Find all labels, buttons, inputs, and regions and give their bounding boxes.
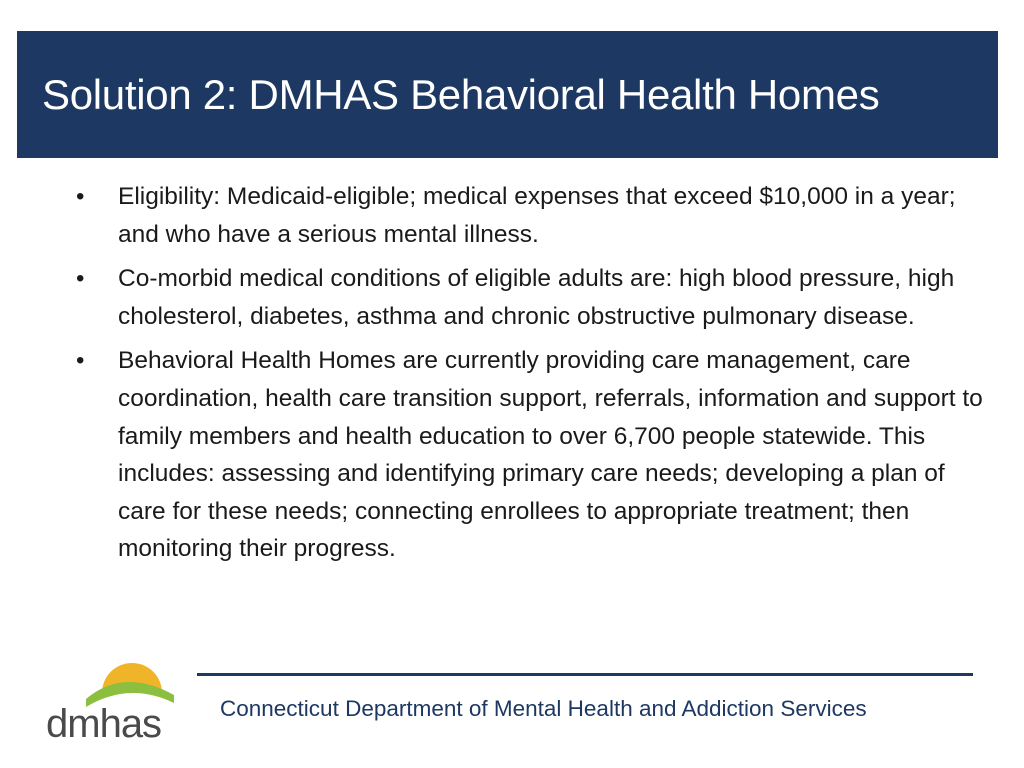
bullet-text: Co-morbid medical conditions of eligible adults are: high blood pressure, high cholesterol, diabetes, asthma and chronic obstructive pulmonary disease.: [118, 265, 955, 330]
bullet-item: [76, 260, 991, 335]
bullet-item: [76, 342, 991, 568]
footer-divider: [197, 673, 973, 676]
bullet-icon: •: [76, 265, 85, 293]
logo-text: dmhas: [46, 702, 162, 745]
bullet-icon: •: [76, 347, 85, 375]
bullet-list: [76, 178, 991, 575]
title-bar: [17, 31, 998, 158]
bullet-item: [76, 178, 991, 253]
bullet-icon: •: [76, 183, 85, 210]
footer-organization: Connecticut Department of Mental Health and Addiction Services: [220, 696, 867, 721]
dmhas-logo: [42, 655, 182, 745]
slide-title: Solution 2: DMHAS Behavioral Health Homes: [42, 70, 880, 118]
bullet-text: Behavioral Health Homes are currently providing care management, care coordination, health care transition support, referrals, information and support to family members and health education to over 6,700 people statewide. This includes: assessing and identifying primary care needs; developing a plan of care for these needs; connecting enrollees to appropriate treatment; then monitoring their progress.: [118, 347, 983, 563]
bullet-text: Eligibility: Medicaid-eligible; medical expenses that exceed $10,000 in a year; and who have a serious mental illness.: [118, 183, 956, 248]
